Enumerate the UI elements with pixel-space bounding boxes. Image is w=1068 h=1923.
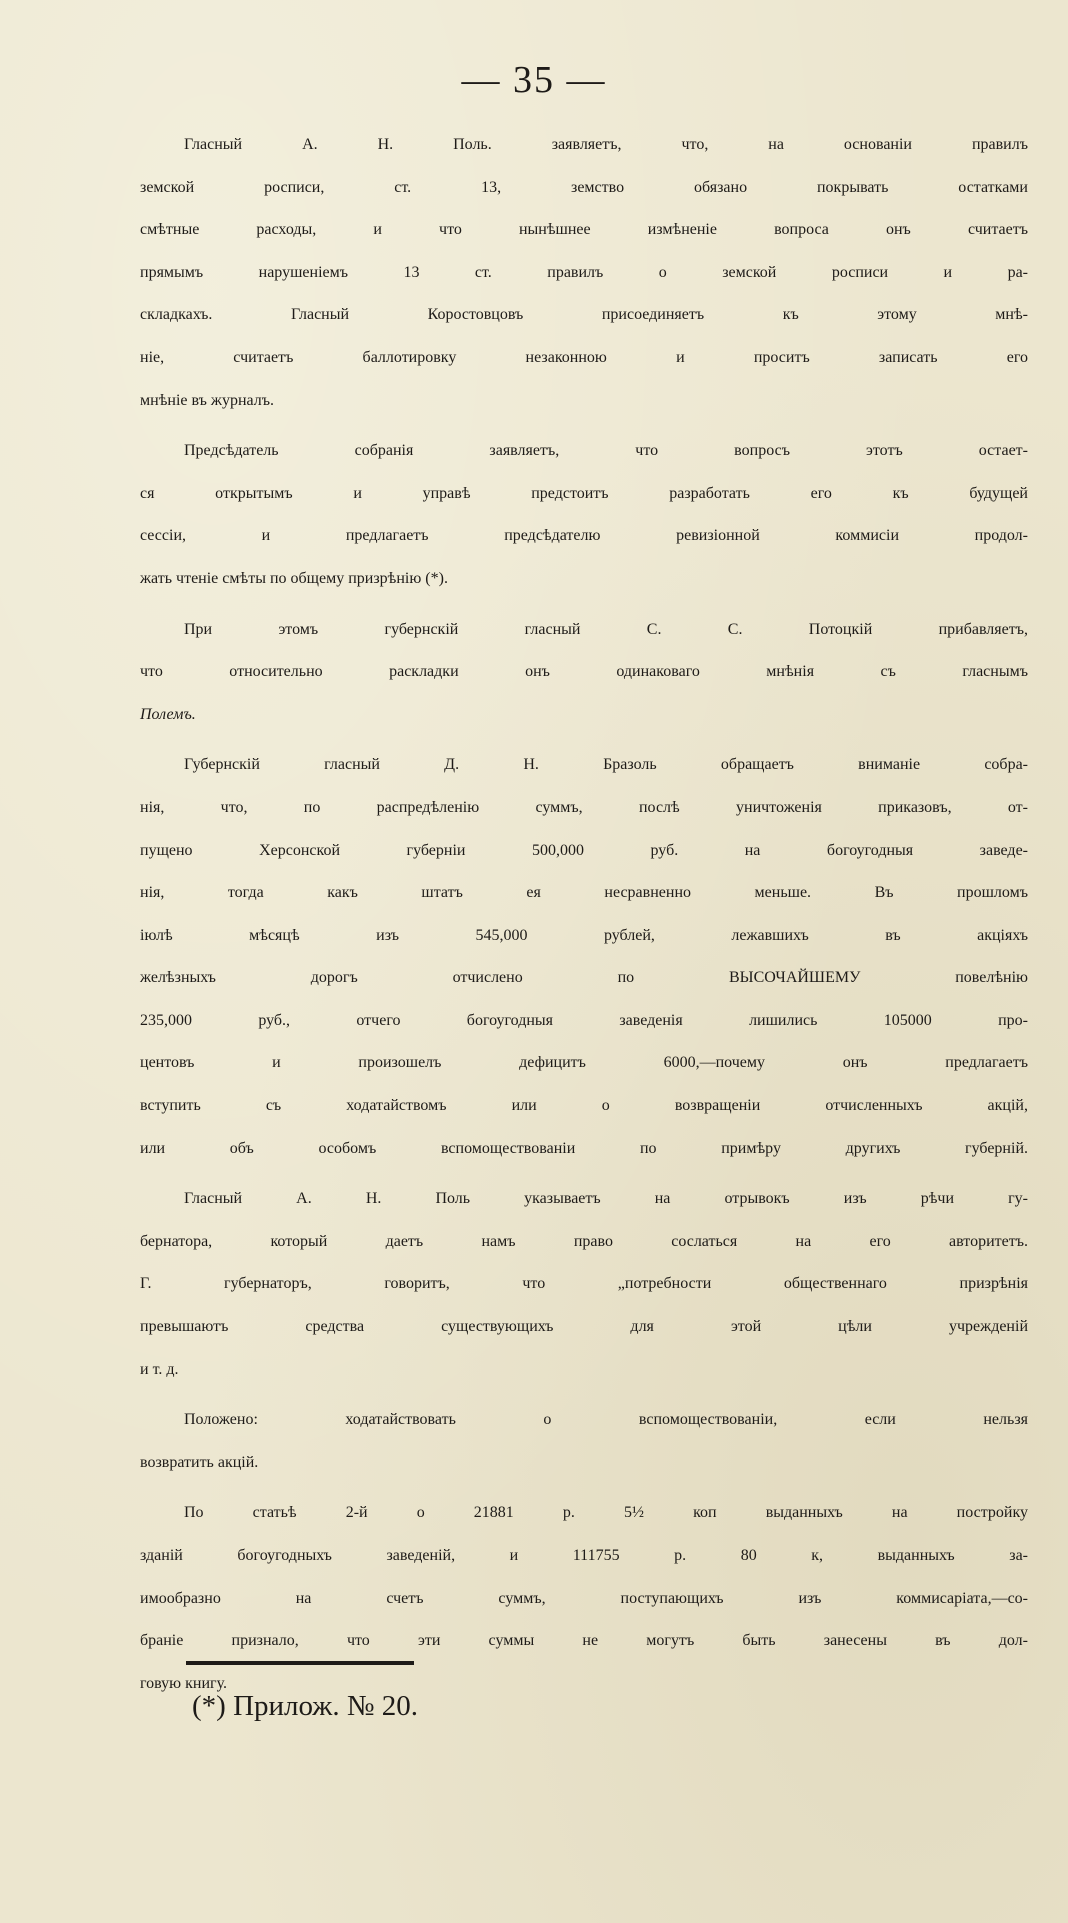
body-text [140, 136, 1028, 1725]
paragraph-2 [140, 442, 1028, 612]
paragraph-3 [140, 621, 1028, 749]
text-line: вступить съ ходатайствомъ или о возвращеніи отчисленныхъ акцій, [140, 1097, 1028, 1115]
text-line: ніе, считаетъ баллотировку незаконною и проситъ записать его [140, 348, 1028, 366]
paragraph-4 [140, 756, 1028, 1182]
paragraph-6 [140, 1411, 1028, 1496]
text-line: складкахъ. Гласный Коростовцовъ присоединяетъ къ этому мнѣ- [140, 306, 1028, 324]
paragraph-5 [140, 1190, 1028, 1403]
text-line: Гласный А. Н. Поль указываетъ на отрывокъ изъ рѣчи гу- [184, 1190, 1028, 1208]
text-line: сессіи, и предлагаетъ предсѣдателю ревизіонной коммисіи продол- [140, 527, 1028, 545]
text-line: 235,000 руб., отчего богоугодныя заведенія лишились 105000 про- [140, 1011, 1028, 1029]
text-line: Предсѣдатель собранія заявляетъ, что вопросъ этотъ остает- [184, 442, 1028, 460]
paragraph-1 [140, 136, 1028, 434]
text-line: говую книгу. [140, 1674, 227, 1692]
text-line: мнѣніе въ журналъ. [140, 391, 275, 409]
footnote-divider [186, 1661, 414, 1665]
text-line: имообразно на счетъ суммъ, поступающихъ изъ коммисаріата,—со- [140, 1589, 1028, 1607]
text-line: превышаютъ средства существующихъ для этой цѣли учрежденій [140, 1318, 1028, 1336]
text-line: Полемъ. [140, 705, 196, 723]
text-line: нія, что, по распредѣленію суммъ, послѣ уничтоженія приказовъ, от- [140, 798, 1028, 816]
text-line: По статьѣ 2-й о 21881 р. 5½ коп выданныхъ на постройку [184, 1504, 1028, 1522]
text-line: смѣтные расходы, и что нынѣшнее измѣненіе вопроса онъ считаетъ [140, 221, 1028, 239]
text-line: Положено: ходатайствовать о вспомоществованіи, если нельзя [184, 1411, 1028, 1429]
text-line: земской росписи, ст. 13, земство обязано покрывать остатками [140, 178, 1028, 196]
text-line: пущено Херсонской губерніи 500,000 руб. на богоугодныя заведе- [140, 841, 1028, 859]
text-line: и т. д. [140, 1360, 179, 1378]
text-line: нія, тогда какъ штатъ ея несравненно меньше. Въ прошломъ [140, 884, 1028, 902]
text-line: центовъ и произошелъ дефицитъ 6000,—почему онъ предлагаетъ [140, 1054, 1028, 1072]
text-line: Гласный А. Н. Поль. заявляетъ, что, на основаніи правилъ [184, 136, 1028, 153]
text-line: прямымъ нарушеніемъ 13 ст. правилъ о земской росписи и ра- [140, 263, 1028, 281]
text-line: жать чтеніе смѣты по общему призрѣнію (*). [140, 569, 448, 587]
text-line: желѣзныхъ дорогъ отчислено по ВЫСОЧАЙШЕМУ повелѣнію [140, 969, 1028, 987]
text-line: ся открытымъ и управѣ предстоитъ разработать его къ будущей [140, 484, 1028, 502]
text-line: зданій богоугодныхъ заведеній, и 111755 р. 80 к, выданныхъ за- [140, 1547, 1028, 1564]
text-line: Губернскій гласный Д. Н. Бразоль обращаетъ вниманіе собра- [184, 756, 1028, 774]
footnote: (*) Прилож. № 20. [192, 1690, 418, 1722]
text-line: что относительно раскладки онъ одинаковаго мнѣнія съ гласнымъ [140, 663, 1028, 681]
text-line: При этомъ губернскій гласный С. С. Потоцкій прибавляетъ, [184, 620, 1028, 638]
text-line: или объ особомъ вспомоществованіи по примѣру другихъ губерній. [140, 1139, 1028, 1157]
page-number: — 35 — [461, 59, 607, 101]
text-line: іюлѣ мѣсяцѣ изъ 545,000 рублей, лежавшихъ въ акціяхъ [140, 926, 1028, 944]
text-line: возвратить акцій. [140, 1453, 259, 1471]
text-line: Г. губернаторъ, говоритъ, что „потребности общественнаго призрѣнія [140, 1275, 1028, 1293]
text-line: браніе признало, что эти суммы не могутъ быть занесены въ дол- [140, 1632, 1028, 1650]
text-line: бернатора, который даетъ намъ право сослаться на его авторитетъ. [140, 1232, 1028, 1250]
paragraph-7 [140, 1504, 1028, 1717]
